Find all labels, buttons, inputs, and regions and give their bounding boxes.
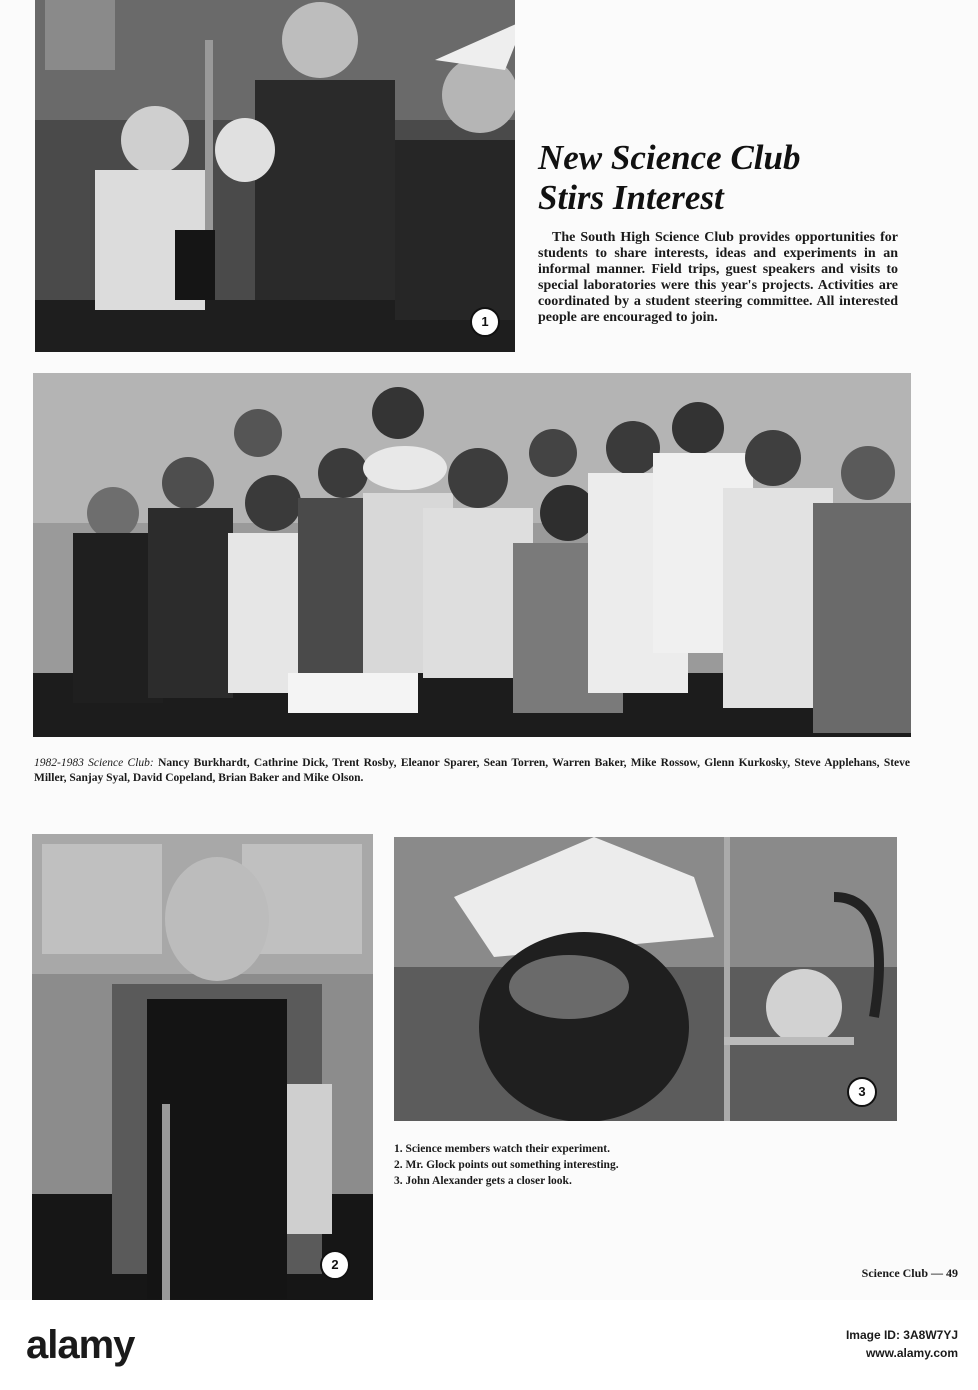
caption-photo-1: 1. Science members watch their experiment. bbox=[394, 1143, 610, 1155]
photo-mr-glock bbox=[32, 834, 373, 1300]
stock-watermark-bar bbox=[0, 1300, 978, 1390]
article-intro-paragraph: The South High Science Club provides opportunities for students to share interests, ideas and experiments in an informal manner. Field trips, guest speakers and visits to special laboratories were this year's projects. Activities are coordinated by a student steering committee. All interested people are encouraged to join. bbox=[538, 230, 898, 325]
photo-captions bbox=[394, 1141, 619, 1189]
stock-image-id: Image ID: 3A8W7YJ bbox=[845, 1328, 958, 1342]
roster-caption bbox=[34, 756, 910, 786]
photo-3-number-badge: 3 bbox=[847, 1077, 877, 1107]
photo-john-alexander bbox=[394, 837, 897, 1121]
photo-science-club-group bbox=[33, 373, 911, 737]
stock-image-info bbox=[846, 1326, 958, 1362]
caption-photo-2: 2. Mr. Glock points out something interesting. bbox=[394, 1159, 619, 1171]
photo-2-number-badge: 2 bbox=[320, 1250, 350, 1280]
page-footer-label: Science Club — 49 bbox=[861, 1266, 958, 1280]
stock-logo: alamy bbox=[26, 1323, 135, 1367]
article-title-line-2: Stirs Interest bbox=[538, 178, 724, 217]
photo-1-number-badge: 1 bbox=[470, 307, 500, 337]
article-title bbox=[538, 138, 958, 218]
caption-photo-3: 3. John Alexander gets a closer look. bbox=[394, 1175, 572, 1187]
article-title-line-1: New Science Club bbox=[538, 138, 801, 177]
roster-caption-label: 1982-1983 Science Club: bbox=[34, 757, 154, 769]
roster-caption-names: Nancy Burkhardt, Cathrine Dick, Trent Rosby, Eleanor Sparer, Sean Torren, Warren Baker, Mike Rossow, Glenn Kurkosky, Steve Applehans, Steve Miller, Sanjay Syal, David Copeland, Brian Baker and Mike Olson. bbox=[34, 757, 910, 784]
stock-site-url: www.alamy.com bbox=[865, 1346, 958, 1360]
photo-science-members-experiment bbox=[35, 0, 515, 352]
